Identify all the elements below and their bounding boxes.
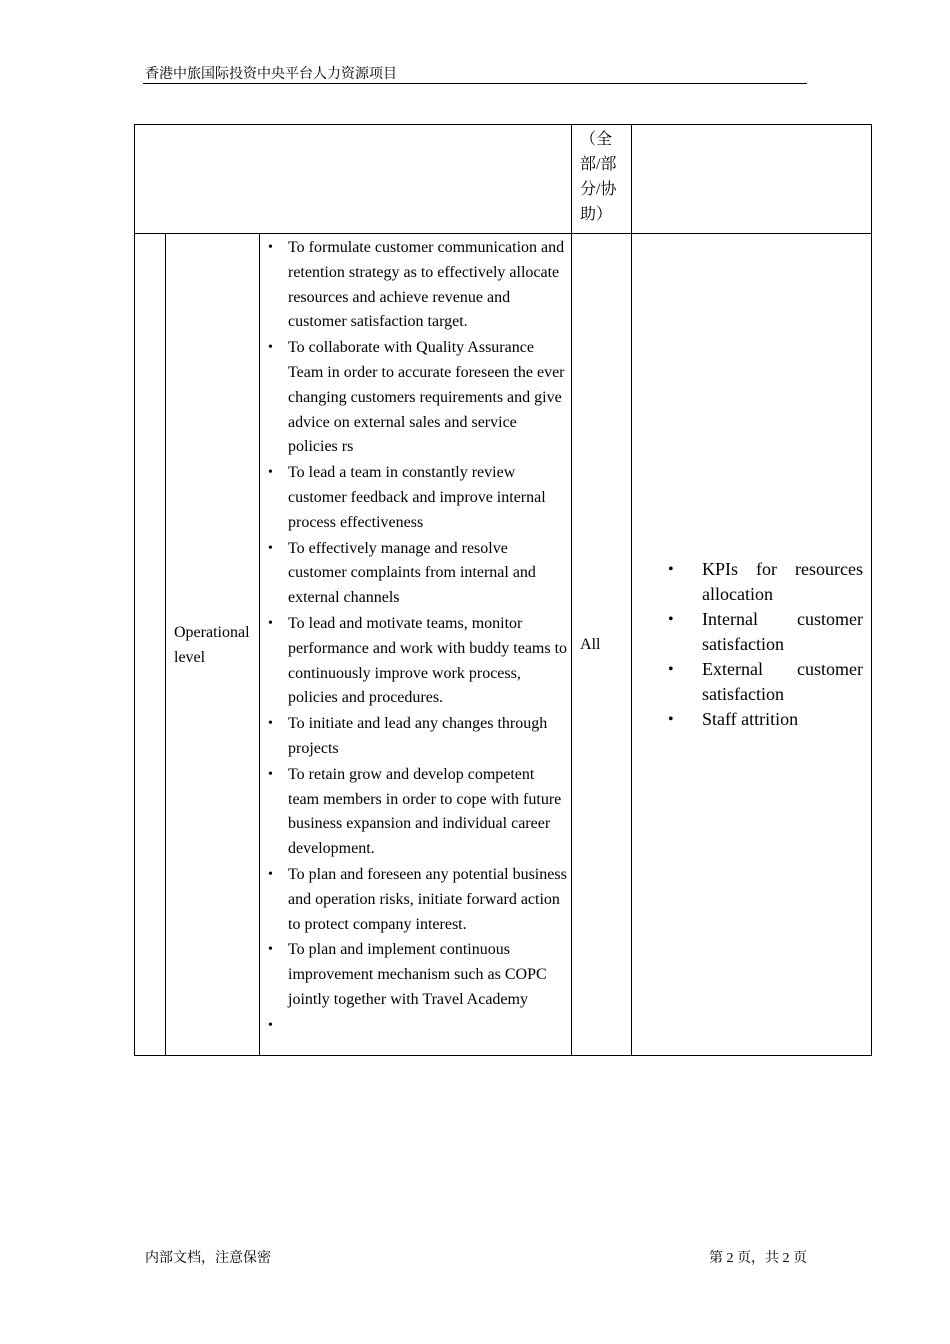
header-kpi-blank-cell bbox=[632, 125, 872, 234]
list-item bbox=[266, 938, 567, 1012]
list-item bbox=[266, 336, 567, 460]
list-item bbox=[668, 657, 863, 707]
bullet-icon: • bbox=[268, 716, 273, 732]
bullet-icon: • bbox=[268, 766, 273, 782]
bullet-icon: • bbox=[668, 561, 674, 578]
list-item-text: To lead a team in constantly review customer feedback and improve internal process effectiveness bbox=[288, 464, 546, 531]
list-item bbox=[266, 712, 567, 762]
list-item-text: To initiate and lead any changes through projects bbox=[288, 715, 548, 757]
list-item-text: To lead and motivate teams, monitor performance and work with buddy teams to continuously improve work process, policies and procedures. bbox=[288, 614, 568, 707]
list-item-text: To plan and implement continuous improvement mechanism such as COPC jointly together with Travel Academy bbox=[288, 941, 547, 1008]
bullet-icon: • bbox=[268, 240, 273, 255]
bullet-icon: • bbox=[268, 340, 273, 356]
header-blank-cell bbox=[135, 125, 572, 234]
bullet-icon: • bbox=[668, 711, 674, 728]
list-item bbox=[266, 461, 567, 535]
bullet-icon: • bbox=[268, 615, 273, 631]
table-header-row bbox=[135, 125, 872, 234]
duties-cell bbox=[260, 234, 572, 1056]
duty-list bbox=[266, 236, 568, 1033]
list-item-text: To collaborate with Quality Assurance Team in order to accurate foreseen the ever changing customers requirements and give advice on external sales and service policies rs bbox=[288, 339, 565, 456]
bullet-icon: • bbox=[268, 465, 273, 481]
bullet-icon: • bbox=[268, 942, 273, 958]
kpi-list bbox=[668, 557, 863, 732]
list-item-text: To retain grow and develop competent team members in order to cope with future business expansion and individual career development. bbox=[288, 765, 562, 858]
kpi-cell bbox=[632, 234, 872, 1056]
table-row bbox=[135, 234, 872, 1056]
list-item-text: To effectively manage and resolve customer complaints from internal and external channels bbox=[288, 539, 536, 607]
level-cell: Operational level bbox=[166, 234, 260, 1056]
role-scope-cell: All bbox=[572, 234, 632, 1056]
list-item bbox=[668, 557, 863, 607]
bullet-icon: • bbox=[668, 611, 674, 628]
list-item-text: KPIs for resources allocation bbox=[702, 559, 864, 604]
bullet-icon: • bbox=[268, 866, 273, 882]
list-item bbox=[266, 537, 567, 611]
header-divider bbox=[143, 83, 807, 84]
responsibility-table bbox=[134, 124, 872, 1056]
list-item-text: Internal customer satisfaction bbox=[702, 609, 864, 654]
list-item bbox=[668, 607, 863, 657]
list-item bbox=[668, 707, 863, 732]
list-item-text: To plan and foreseen any potential business and operation risks, initiate forward action to protect company interest. bbox=[288, 865, 567, 933]
document-header-title: 香港中旅国际投资中央平台人力资源项目 bbox=[145, 67, 397, 82]
bullet-icon: • bbox=[668, 661, 674, 678]
scope-header-cell: （全部/部分/协助） bbox=[572, 125, 632, 234]
footer-confidential-note: 内部文档，注意保密 bbox=[145, 1251, 271, 1266]
list-item-text: Staff attrition bbox=[702, 709, 799, 729]
list-item bbox=[266, 863, 567, 937]
list-item bbox=[266, 236, 567, 335]
list-item bbox=[266, 612, 567, 711]
index-cell bbox=[135, 234, 166, 1056]
bullet-icon: • bbox=[268, 1017, 273, 1033]
list-item-text: To formulate customer communication and retention strategy as to effectively allocate resources and achieve revenue and customer satisfaction target. bbox=[288, 239, 565, 331]
footer-page-number: 第 2 页，共 2 页 bbox=[709, 1251, 807, 1266]
bullet-icon: • bbox=[268, 540, 273, 556]
list-item bbox=[266, 763, 567, 862]
list-item-text: External customer satisfaction bbox=[702, 659, 864, 704]
